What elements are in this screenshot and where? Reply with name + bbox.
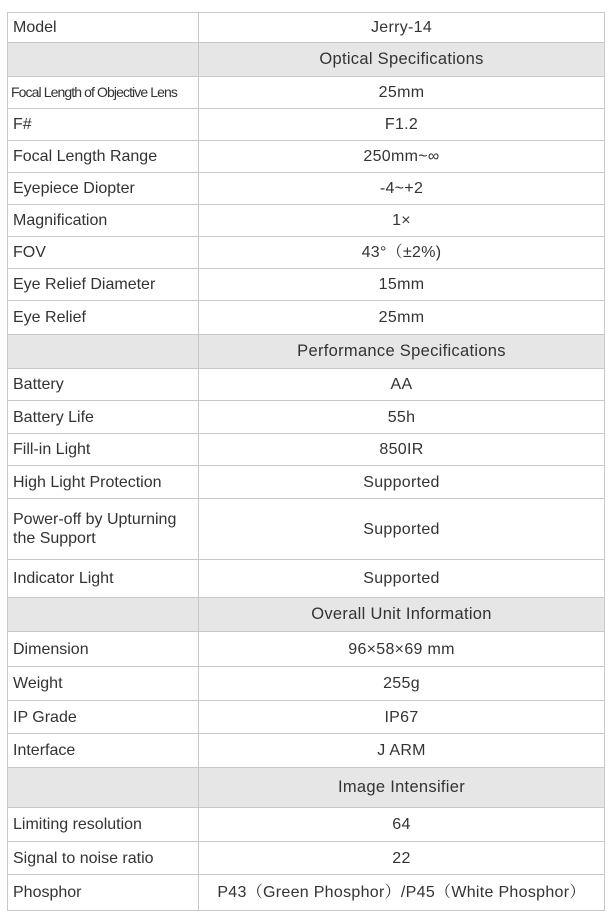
spec-value: 64	[199, 808, 605, 842]
spec-value: 15mm	[199, 269, 605, 301]
spec-row	[8, 141, 605, 173]
spec-label: Weight	[8, 667, 199, 701]
section-header-spacer	[8, 768, 199, 808]
spec-row	[8, 875, 605, 911]
spec-label: Limiting resolution	[8, 808, 199, 842]
spec-row	[8, 842, 605, 875]
spec-value: 1×	[199, 205, 605, 237]
spec-value: 250mm~∞	[199, 141, 605, 173]
spec-row	[8, 77, 605, 109]
section-header-row	[8, 335, 605, 369]
spec-value: Supported	[199, 499, 605, 560]
section-title: Image Intensifier	[199, 768, 605, 808]
spec-value: 25mm	[199, 301, 605, 335]
specifications-table-body	[8, 13, 605, 911]
spec-row	[8, 269, 605, 301]
spec-label: Magnification	[8, 205, 199, 237]
spec-value: AA	[199, 369, 605, 401]
specifications-table	[7, 12, 605, 911]
spec-label: F#	[8, 109, 199, 141]
section-header-row	[8, 768, 605, 808]
section-title: Overall Unit Information	[199, 598, 605, 632]
spec-row	[8, 205, 605, 237]
spec-row	[8, 401, 605, 434]
section-header-spacer	[8, 43, 199, 77]
section-header-spacer	[8, 335, 199, 369]
spec-label: Eye Relief Diameter	[8, 269, 199, 301]
spec-value: Jerry-14	[199, 13, 605, 43]
spec-label: Model	[8, 13, 199, 43]
spec-value: 55h	[199, 401, 605, 434]
spec-value: 255g	[199, 667, 605, 701]
spec-label: Focal Length of Objective Lens	[8, 77, 199, 109]
spec-row	[8, 734, 605, 768]
spec-label: Fill-in Light	[8, 434, 199, 466]
spec-value: J ARM	[199, 734, 605, 768]
spec-row	[8, 667, 605, 701]
spec-value: -4~+2	[199, 173, 605, 205]
spec-value: F1.2	[199, 109, 605, 141]
spec-row	[8, 632, 605, 667]
spec-row	[8, 434, 605, 466]
spec-value: 22	[199, 842, 605, 875]
spec-label: IP Grade	[8, 701, 199, 734]
spec-label: Indicator Light	[8, 560, 199, 598]
spec-label: Interface	[8, 734, 199, 768]
spec-row	[8, 808, 605, 842]
spec-label: Battery Life	[8, 401, 199, 434]
spec-label: Signal to noise ratio	[8, 842, 199, 875]
spec-row	[8, 109, 605, 141]
spec-label: Power-off by Upturning the Support	[8, 499, 199, 560]
spec-row	[8, 237, 605, 269]
spec-row	[8, 13, 605, 43]
spec-label: Eyepiece Diopter	[8, 173, 199, 205]
spec-value: P43（Green Phosphor）/P45（White Phosphor）	[199, 875, 605, 911]
section-header-row	[8, 598, 605, 632]
spec-label: Eye Relief	[8, 301, 199, 335]
spec-label: Phosphor	[8, 875, 199, 911]
spec-label: FOV	[8, 237, 199, 269]
spec-row	[8, 499, 605, 560]
spec-value: 43°（±2%)	[199, 237, 605, 269]
spec-label: Battery	[8, 369, 199, 401]
spec-label: Dimension	[8, 632, 199, 667]
spec-row	[8, 301, 605, 335]
section-header-spacer	[8, 598, 199, 632]
section-header-row	[8, 43, 605, 77]
section-title: Performance Specifications	[199, 335, 605, 369]
section-title: Optical Specifications	[199, 43, 605, 77]
spec-row	[8, 701, 605, 734]
spec-label: High Light Protection	[8, 466, 199, 499]
spec-value: Supported	[199, 466, 605, 499]
spec-value: Supported	[199, 560, 605, 598]
spec-row	[8, 560, 605, 598]
spec-value: IP67	[199, 701, 605, 734]
spec-value: 96×58×69 mm	[199, 632, 605, 667]
spec-row	[8, 466, 605, 499]
spec-row	[8, 173, 605, 205]
spec-value: 25mm	[199, 77, 605, 109]
spec-label: Focal Length Range	[8, 141, 199, 173]
spec-value: 850IR	[199, 434, 605, 466]
spec-row	[8, 369, 605, 401]
